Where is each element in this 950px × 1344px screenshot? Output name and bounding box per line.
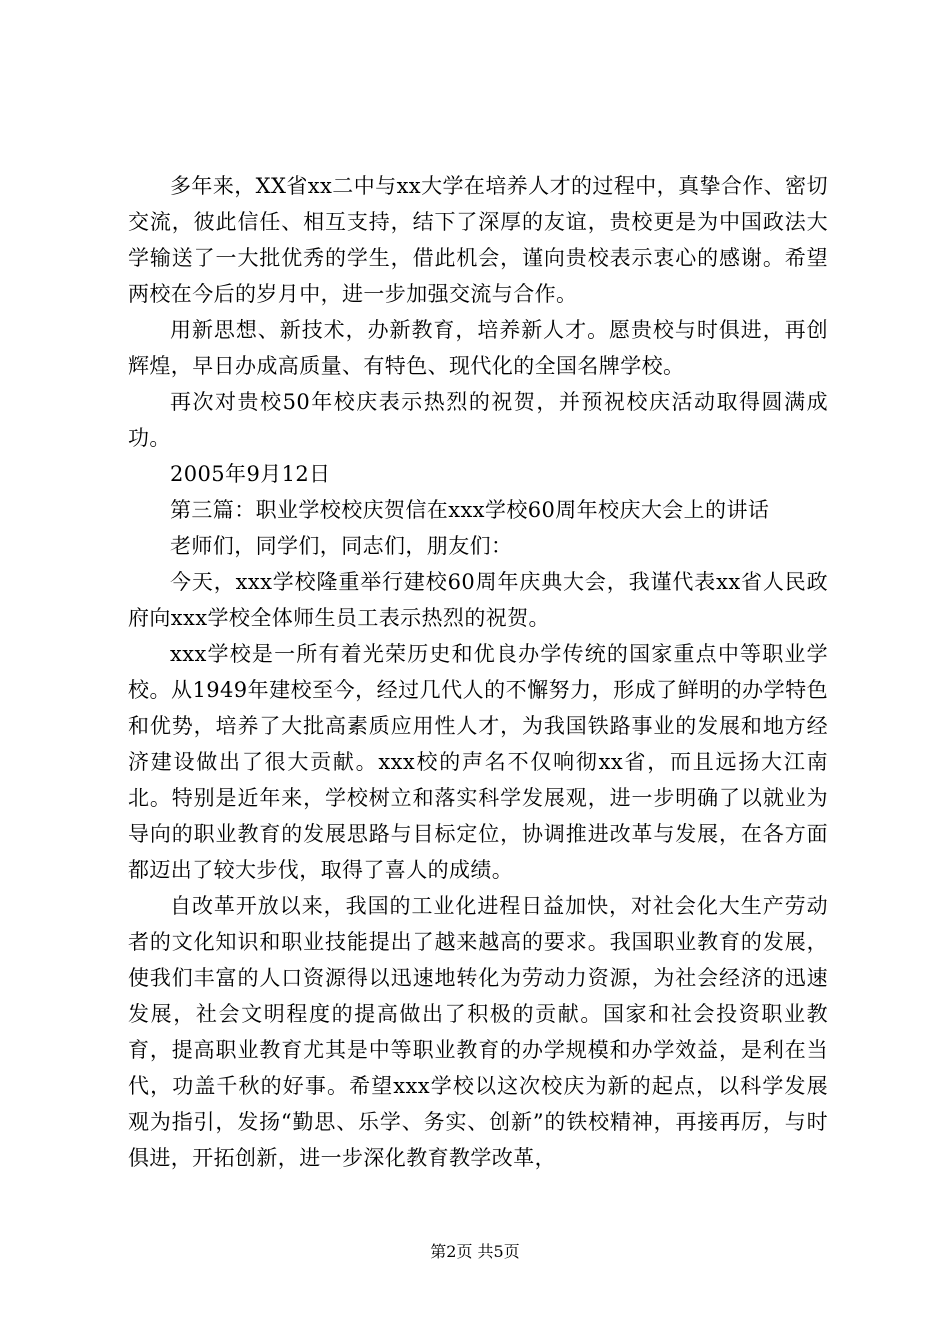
- salutation: 老师们，同学们，同志们，朋友们：: [170, 534, 513, 558]
- paragraph-school-history: xxx学校是一所有着光荣历史和优良办学传统的国家重点中等职业学校。从1949年建校至今，经过几代人的不懈努力，形成了鲜明的办学特色和优势，培养了大批高素质应用性人才，为我国铁路事业的发展和地方经济建设做出了很大贡献。xxx校的声名不仅响彻xx省，而且远扬大江南北。特别是近年来，学校树立和落实科学发展观，进一步明确了以就业为导向的职业教育的发展思路与目标定位，协调推进改革与发展，在各方面都迈出了较大步伐，取得了喜人的成绩。: [128, 642, 828, 882]
- paragraph-vocational-education: 自改革开放以来，我国的工业化进程日益加快，对社会化大生产劳动者的文化知识和职业技能提出了越来越高的要求。我国职业教育的发展，使我们丰富的人口资源得以迅速地转化为劳动力资源，为社会经济的迅速发展，社会文明程度的提高做出了积极的贡献。国家和社会投资职业教育，提高职业教育尤其是中等职业教育的办学规模和办学效益，是利在当代，功盖千秋的好事。希望xxx学校以这次校庆为新的起点，以科学发展观为指引，发扬“勤思、乐学、务实、创新”的铁校精神，再接再厉，与时俱进，开拓创新，进一步深化教育教学改革，: [128, 894, 828, 1170]
- paragraph-congratulations: 再次对贵校50年校庆表示热烈的祝贺，并预祝校庆活动取得圆满成功。: [128, 390, 828, 450]
- section-heading: 第三篇：职业学校校庆贺信在xxx学校60周年校庆大会上的讲话: [170, 498, 770, 522]
- paragraph-gratitude: 多年来，XX省xx二中与xx大学在培养人才的过程中，真挚合作、密切交流，彼此信任、相互支持，结下了深厚的友谊，贵校更是为中国政法大学输送了一大批优秀的学生，借此机会，谨向贵校表示衷心的感谢。希望两校在今后的岁月中，进一步加强交流与合作。: [128, 174, 828, 306]
- paragraph-opening: 今天，xxx学校隆重举行建校60周年庆典大会，我谨代表xx省人民政府向xxx学校全体师生员工表示热烈的祝贺。: [128, 570, 828, 630]
- paragraph-wishes: 用新思想、新技术，办新教育，培养新人才。愿贵校与时俱进，再创辉煌，早日办成高质量、有特色、现代化的全国名牌学校。: [128, 318, 828, 378]
- date-line: 2005年9月12日: [170, 462, 331, 486]
- document-body: [128, 168, 828, 1176]
- page-footer: 第2页 共5页: [430, 1242, 520, 1261]
